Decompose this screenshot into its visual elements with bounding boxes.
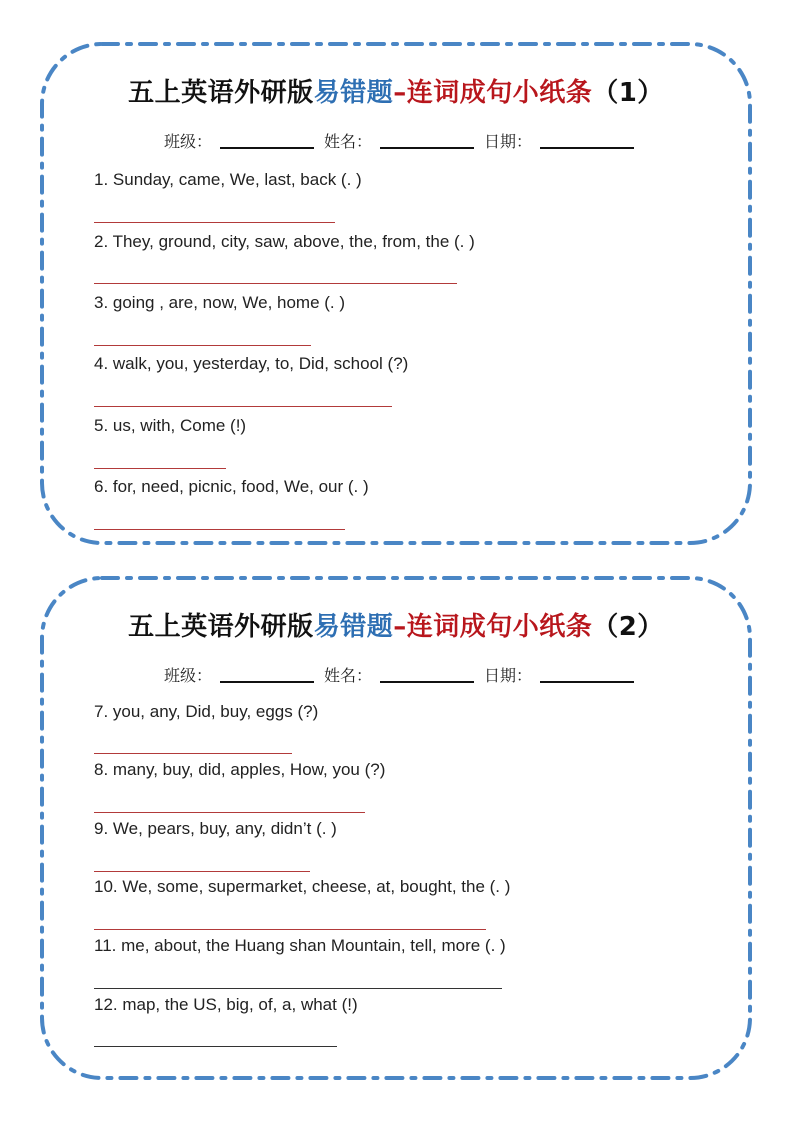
date-label: 日期： — [484, 666, 533, 685]
title-part-grade: 五上英语外研版 — [128, 612, 314, 642]
answer-line-9[interactable] — [94, 871, 310, 872]
date-field[interactable] — [540, 146, 634, 149]
class-field[interactable] — [220, 680, 314, 683]
title-part-type: –连词成句小纸条 — [393, 612, 593, 642]
answer-line-5[interactable] — [94, 468, 226, 469]
question-5: 5. us, with, Come (!) — [94, 416, 247, 435]
answer-line-8[interactable] — [94, 812, 365, 813]
question-9: 9. We, pears, buy, any, didn’t (. ) — [94, 819, 337, 838]
answer-line-10[interactable] — [94, 929, 486, 930]
answer-line-3[interactable] — [94, 345, 311, 346]
title-part-type: –连词成句小纸条 — [393, 78, 593, 108]
title-part-number: （2） — [592, 612, 664, 642]
answer-line-7[interactable] — [94, 753, 292, 754]
date-field[interactable] — [540, 680, 634, 683]
class-field[interactable] — [220, 146, 314, 149]
question-11: 11. me, about, the Huang shan Mountain, tell, more (. ) — [94, 936, 506, 955]
answer-line-12[interactable] — [94, 1046, 337, 1047]
answer-line-4[interactable] — [94, 406, 392, 407]
question-4: 4. walk, you, yesterday, to, Did, school (?) — [94, 354, 409, 373]
name-label: 姓名： — [324, 666, 373, 685]
title-part-number: （1） — [592, 78, 664, 108]
student-info-row — [164, 663, 644, 686]
worksheet-card-2 — [40, 576, 752, 1080]
question-8: 8. many, buy, did, apples, How, you (?) — [94, 760, 386, 779]
class-label: 班级： — [164, 666, 213, 685]
question-2: 2. They, ground, city, saw, above, the, from, the (. ) — [94, 232, 475, 251]
question-7: 7. you, any, Did, buy, eggs (?) — [94, 702, 319, 721]
question-6: 6. for, need, picnic, food, We, our (. ) — [94, 477, 369, 496]
class-label: 班级： — [164, 132, 213, 151]
title-part-grade: 五上英语外研版 — [128, 78, 314, 108]
name-label: 姓名： — [324, 132, 373, 151]
title-part-topic: 易错题 — [313, 612, 394, 642]
answer-line-6[interactable] — [94, 529, 345, 530]
question-10: 10. We, some, supermarket, cheese, at, bought, the (. ) — [94, 877, 511, 896]
question-12: 12. map, the US, big, of, a, what (!) — [94, 995, 358, 1014]
card-title — [40, 606, 752, 643]
name-field[interactable] — [380, 146, 474, 149]
question-3: 3. going , are, now, We, home (. ) — [94, 293, 346, 312]
name-field[interactable] — [380, 680, 474, 683]
title-part-topic: 易错题 — [313, 78, 394, 108]
question-1: 1. Sunday, came, We, last, back (. ) — [94, 170, 362, 189]
answer-line-1[interactable] — [94, 222, 335, 223]
card-title — [40, 72, 752, 109]
answer-line-11[interactable] — [94, 988, 502, 989]
answer-line-2[interactable] — [94, 283, 457, 284]
student-info-row — [164, 129, 644, 152]
worksheet-card-1 — [40, 42, 752, 545]
date-label: 日期： — [484, 132, 533, 151]
